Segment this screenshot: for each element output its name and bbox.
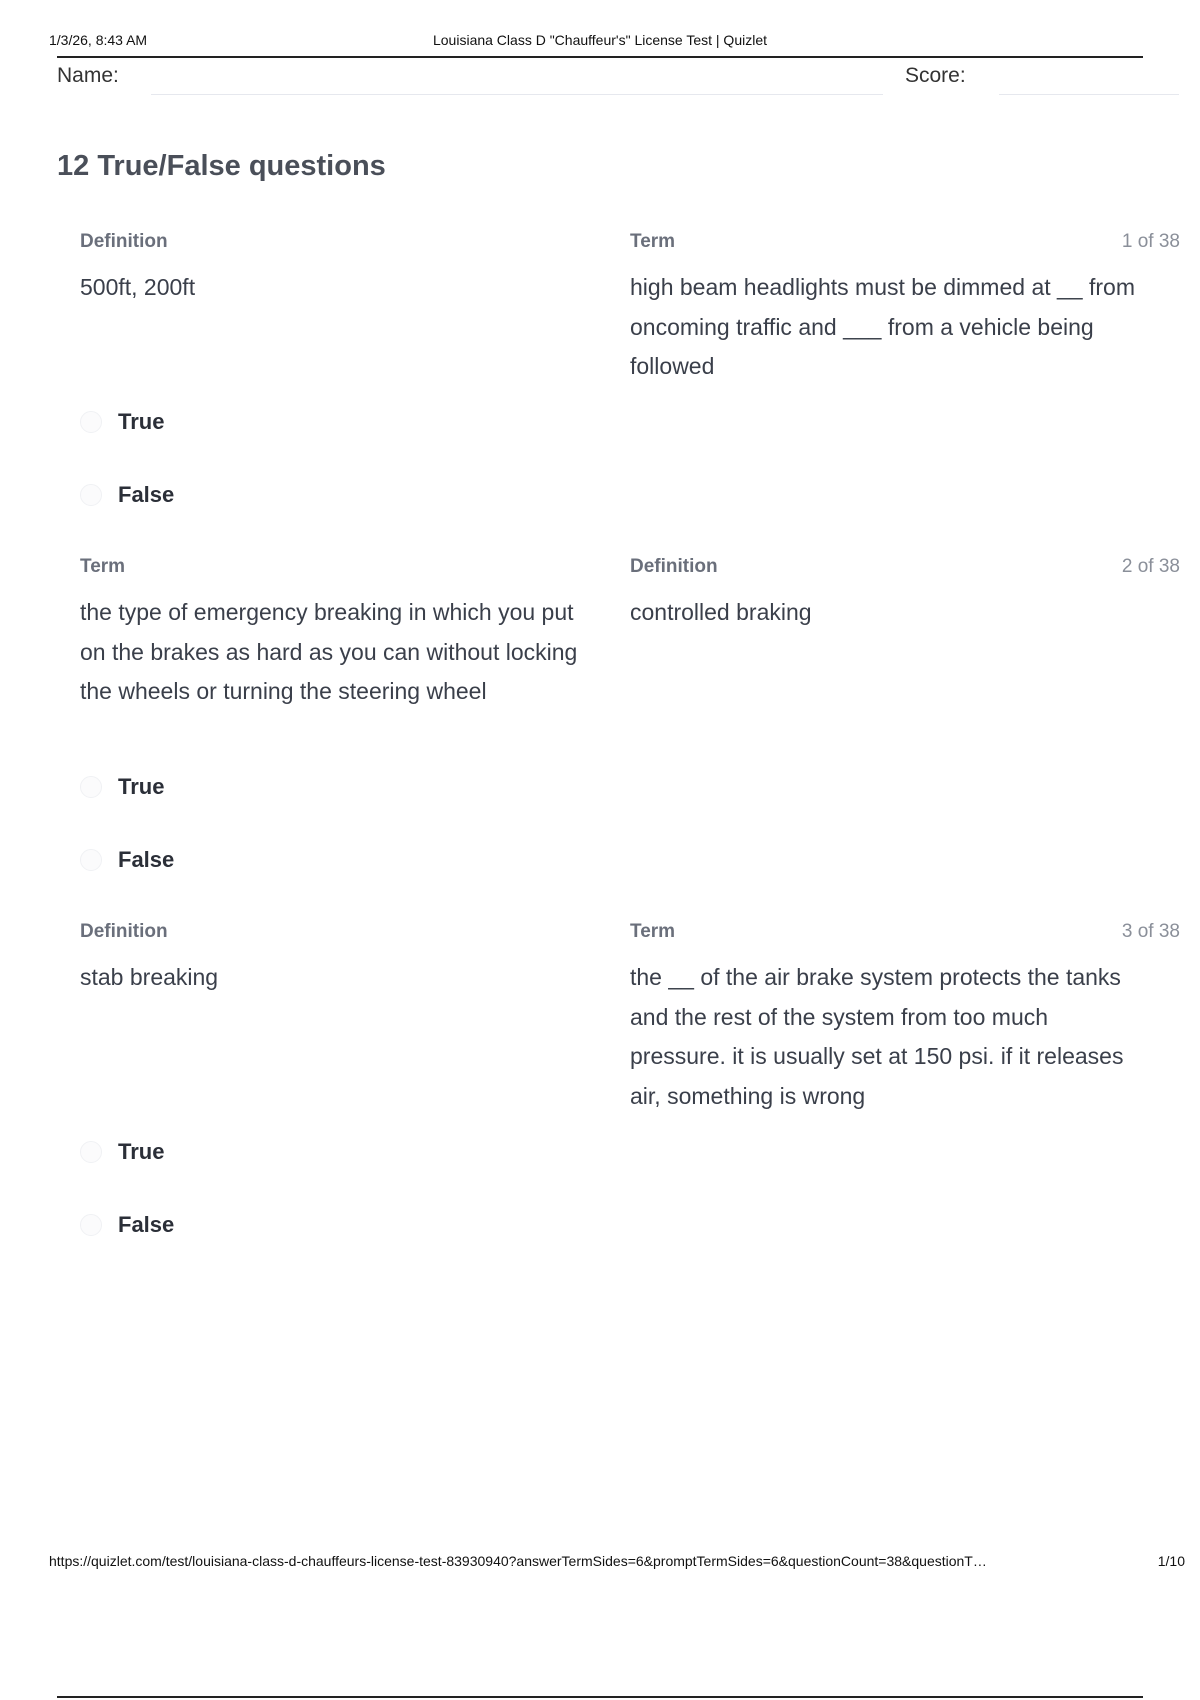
option-label: False <box>118 847 175 872</box>
side-text: 500ft, 200ft <box>80 274 196 300</box>
radio-button[interactable] <box>80 411 102 433</box>
print-title: Louisiana Class D "Chauffeur's" License Test | Quizlet <box>432 32 767 48</box>
radio-button[interactable] <box>80 1141 102 1163</box>
prompt-right <box>630 918 1150 1116</box>
option-label: True <box>118 409 165 434</box>
prompt-right <box>630 228 1150 387</box>
side-label: Definition <box>80 231 168 252</box>
radio-button[interactable] <box>80 776 102 798</box>
score-label: Score: <box>905 64 966 87</box>
side-text: the __ of the air brake system protects the tanks and the rest of the system from too much pressure. it is usually set at 150 psi. if it releases air, something is wrong <box>630 964 1124 1109</box>
question-counter: 3 of 38 <box>1121 921 1180 942</box>
side-text: stab breaking <box>80 964 219 990</box>
side-label: Term <box>80 556 126 577</box>
side-text: controlled braking <box>630 599 812 625</box>
page-number: 1/10 <box>1157 1553 1185 1569</box>
side-label: Definition <box>630 556 718 577</box>
name-field[interactable] <box>151 94 883 95</box>
side-text: high beam headlights must be dimmed at __ from oncoming traffic and ___ from a vehicle being followed <box>630 274 1135 379</box>
footer-url: https://quizlet.com/test/louisiana-class-d-chauffeurs-license-test-83930940?answerTermSides=6&promptTermSides=6&questionCount=38&questionT… <box>49 1553 987 1569</box>
footer-divider <box>57 1696 1143 1698</box>
score-field[interactable] <box>999 94 1179 95</box>
question-counter: 2 of 38 <box>1121 556 1180 577</box>
name-label: Name: <box>57 64 119 87</box>
option-label: True <box>118 1139 165 1164</box>
prompt-right <box>630 553 1150 633</box>
question-card <box>80 918 1180 1108</box>
print-header <box>49 32 1151 56</box>
option-true[interactable] <box>80 405 164 439</box>
name-score-row <box>57 64 1180 98</box>
option-true[interactable] <box>80 1135 164 1169</box>
section-title: 12 True/False questions <box>57 150 386 182</box>
side-text: the type of emergency breaking in which you put on the brakes as hard as you can without locking the wheels or turning the steering wheel <box>80 599 578 704</box>
prompt-left <box>80 553 580 712</box>
option-false[interactable] <box>80 1208 174 1242</box>
prompt-left <box>80 918 580 998</box>
option-label: False <box>118 482 175 507</box>
option-label: False <box>118 1212 175 1237</box>
option-true[interactable] <box>80 770 164 804</box>
question-card <box>80 553 1180 743</box>
side-label: Term <box>630 921 676 942</box>
radio-button[interactable] <box>80 484 102 506</box>
radio-button[interactable] <box>80 1214 102 1236</box>
prompt-left <box>80 228 580 308</box>
option-label: True <box>118 774 165 799</box>
question-counter: 1 of 38 <box>1121 231 1180 252</box>
header-divider <box>57 56 1143 58</box>
option-false[interactable] <box>80 843 174 877</box>
question-card <box>80 228 1180 378</box>
print-date: 1/3/26, 8:43 AM <box>49 32 148 48</box>
side-label: Definition <box>80 921 168 942</box>
side-label: Term <box>630 231 676 252</box>
radio-button[interactable] <box>80 849 102 871</box>
option-false[interactable] <box>80 478 174 512</box>
